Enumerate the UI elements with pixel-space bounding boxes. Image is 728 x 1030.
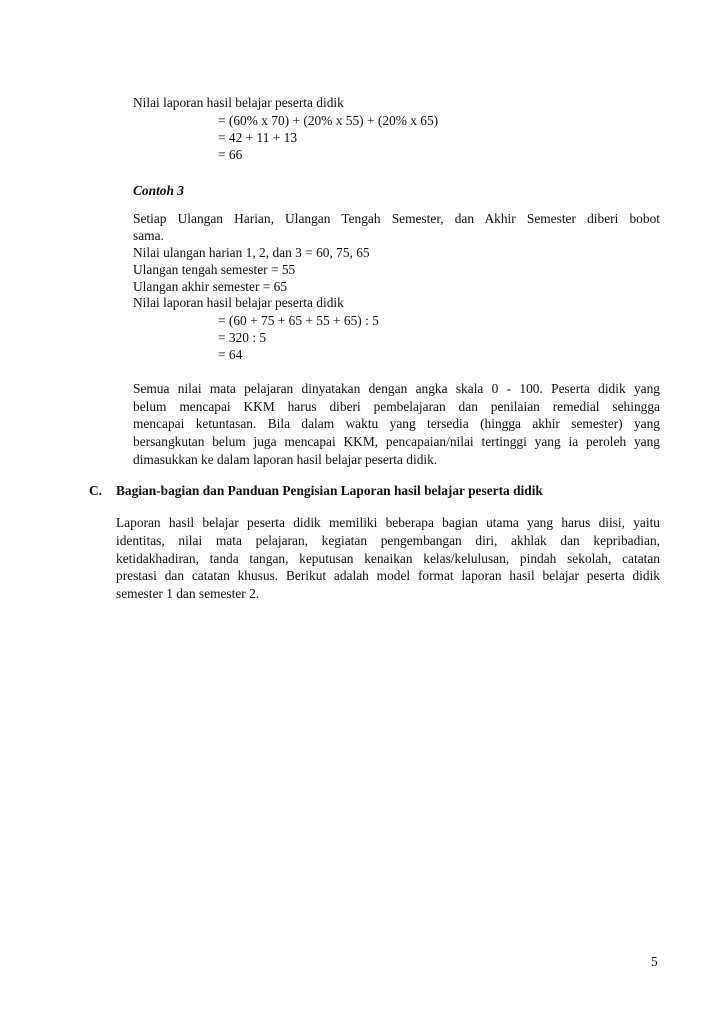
example-midterm-score: Ulangan tengah semester = 55: [133, 262, 296, 277]
section-c-title: Bagian-bagian dan Panduan Pengisian Laporan hasil belajar peserta didik: [116, 483, 543, 498]
example-heading: Nilai laporan hasil belajar peserta didik: [133, 295, 344, 310]
example-title: Contoh 3: [133, 183, 184, 198]
example-daily-scores: Nilai ulangan harian 1, 2, dan 3 = 60, 75, 65: [133, 245, 370, 260]
block1-equation-2: = 42 + 11 + 13: [218, 130, 298, 145]
page-number: 5: [651, 954, 658, 969]
scale-paragraph-line1: Semua nilai mata pelajaran dinyatakan dengan angka skala 0 - 100. Peserta didik yang: [133, 381, 660, 396]
block1-equation-3: = 66: [218, 147, 243, 162]
scale-paragraph-line3: mencapai ketuntasan. Bila dalam waktu yang tersedia (hingga akhir semester) yang: [133, 416, 660, 431]
section-c-paragraph-line5: semester 1 dan semester 2.: [116, 586, 260, 601]
section-c-paragraph-line1: Laporan hasil belajar peserta didik memiliki beberapa bagian utama yang harus diisi, yaitu: [116, 515, 660, 530]
example-description-line2: sama.: [133, 228, 164, 243]
example-equation-1: = (60 + 75 + 65 + 55 + 65) : 5: [218, 313, 379, 328]
scale-paragraph-line2: belum mencapai KKM harus diberi pembelajaran dan penilaian remedial sehingga: [133, 399, 660, 414]
scale-paragraph-line5: dimasukkan ke dalam laporan hasil belajar peserta didik.: [133, 452, 438, 467]
example-equation-3: = 64: [218, 347, 243, 362]
block1-heading: Nilai laporan hasil belajar peserta didik: [133, 95, 344, 110]
section-c-paragraph-line3: ketidakhadiran, tanda tangan, keputusan kenaikan kelas/kelulusan, pindah sekolah, catatan: [116, 551, 660, 566]
scale-paragraph-line4: bersangkutan belum juga mencapai KKM, pencapaian/nilai tertinggi yang ia peroleh yang: [133, 434, 660, 449]
example-description-line1: Setiap Ulangan Harian, Ulangan Tengah Semester, dan Akhir Semester diberi bobot: [133, 211, 660, 226]
section-c-paragraph-line4: prestasi dan catatan khusus. Berikut adalah model format laporan hasil belajar peserta didik: [116, 568, 660, 583]
example-final-score: Ulangan akhir semester = 65: [133, 279, 288, 294]
example-equation-2: = 320 : 5: [218, 330, 267, 345]
section-c-letter: C.: [89, 483, 103, 498]
block1-equation-1: = (60% x 70) + (20% x 55) + (20% x 65): [218, 113, 439, 128]
section-c-paragraph-line2: identitas, nilai mata pelajaran, kegiatan pengembangan diri, akhlak dan kepribadian,: [116, 533, 660, 548]
